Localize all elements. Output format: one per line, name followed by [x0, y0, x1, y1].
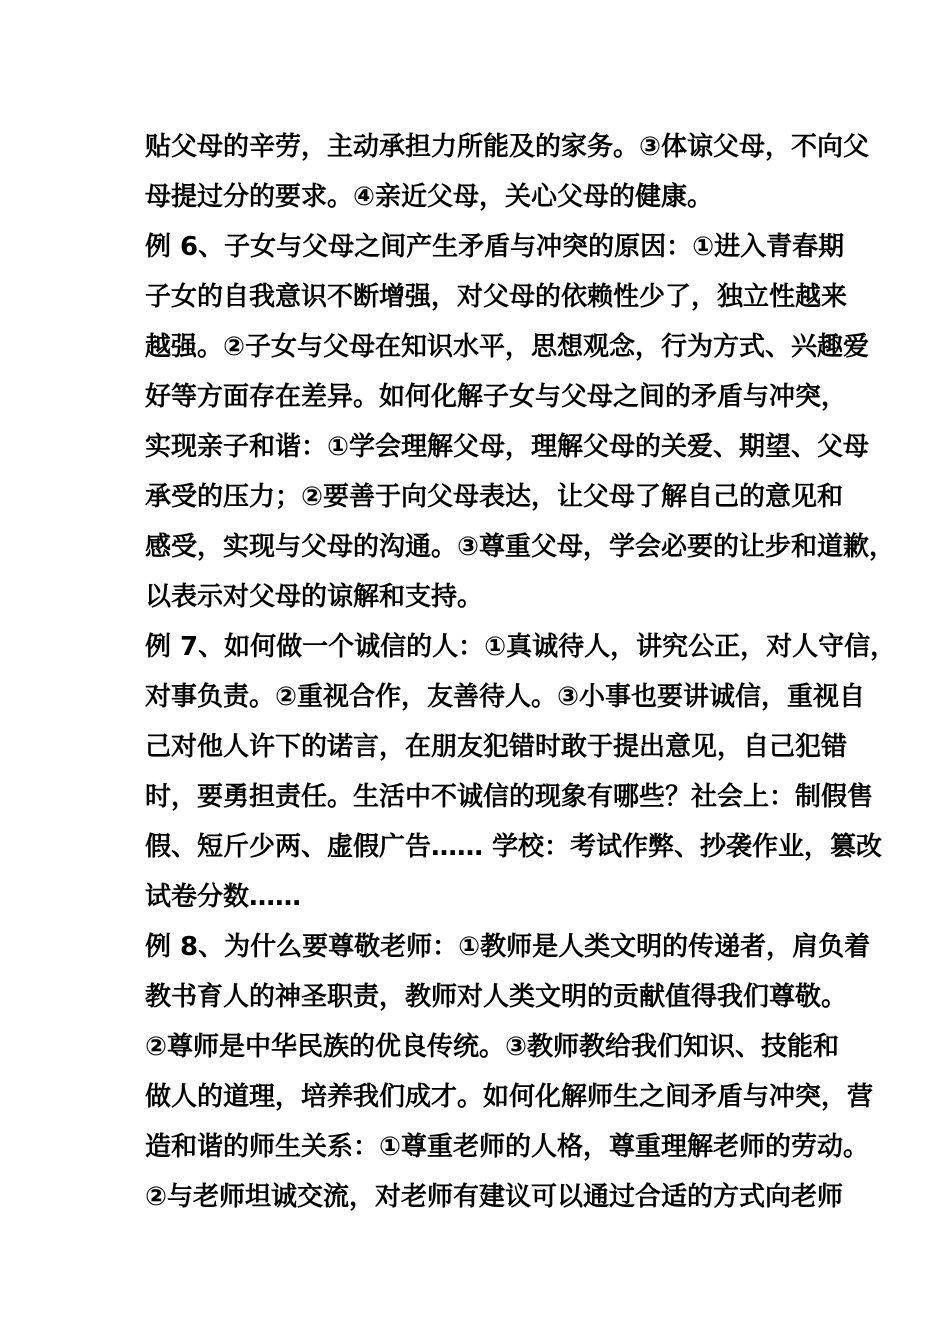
text-line: 越强。②子女与父母在知识水平，思想观念，行为方式、兴趣爱 — [145, 332, 870, 362]
text-line: 贴父母的辛劳，主动承担力所能及的家务。③体谅父母，不向父 — [145, 132, 870, 162]
text-line: 时，要勇担责任。生活中不诚信的现象有哪些？社会上：制假售 — [145, 782, 874, 812]
text-line: 例 7、如何做一个诚信的人：①真诚待人，讲究公正，对人守信， — [145, 632, 897, 662]
text-line: 以表示对父母的谅解和支持。 — [145, 582, 484, 612]
text-line: 母提过分的要求。④亲近父母，关心父母的健康。 — [145, 182, 714, 212]
text-line: 假、短斤少两、虚假广告…… 学校：考试作弊、抄袭作业，篡改 — [145, 832, 883, 862]
text-line: 教书育人的神圣职责，教师对人类文明的贡献值得我们尊敬。 — [145, 982, 848, 1012]
text-line: 好等方面存在差异。如何化解子女与父母之间的矛盾与冲突， — [145, 382, 848, 412]
text-line: 实现亲子和谐：①学会理解父母，理解父母的关爱、期望、父母 — [145, 432, 870, 462]
text-line: 试卷分数…… — [145, 882, 302, 912]
text-line: 做人的道理，培养我们成才。如何化解师生之间矛盾与冲突，营 — [145, 1082, 874, 1112]
text-line: ②与老师坦诚交流，对老师有建议可以通过合适的方式向老师 — [145, 1182, 844, 1212]
text-line: 承受的压力；②要善于向父母表达，让父母了解自己的意见和 — [145, 482, 844, 512]
text-line: 例 8、为什么要尊敬老师：①教师是人类文明的传递者，肩负着 — [145, 932, 871, 962]
text-line: 感受，实现与父母的沟通。③尊重父母，学会必要的让步和道歉， — [145, 532, 896, 562]
text-line: 子女的自我意识不断增强，对父母的依赖性少了，独立性越来 — [145, 282, 848, 312]
text-line: 己对他人许下的诺言，在朋友犯错时敢于提出意见，自己犯错 — [145, 732, 848, 762]
text-line: 造和谐的师生关系：①尊重老师的人格，尊重理解老师的劳动。 — [145, 1132, 870, 1162]
text-line: 例 6、子女与父母之间产生矛盾与冲突的原因：①进入青春期 — [145, 232, 845, 262]
text-line: ②尊师是中华民族的优良传统。③教师教给我们知识、技能和 — [145, 1032, 840, 1062]
text-line: 对事负责。②重视合作，友善待人。③小事也要讲诚信，重视自 — [145, 682, 866, 712]
document-body — [145, 122, 897, 1222]
